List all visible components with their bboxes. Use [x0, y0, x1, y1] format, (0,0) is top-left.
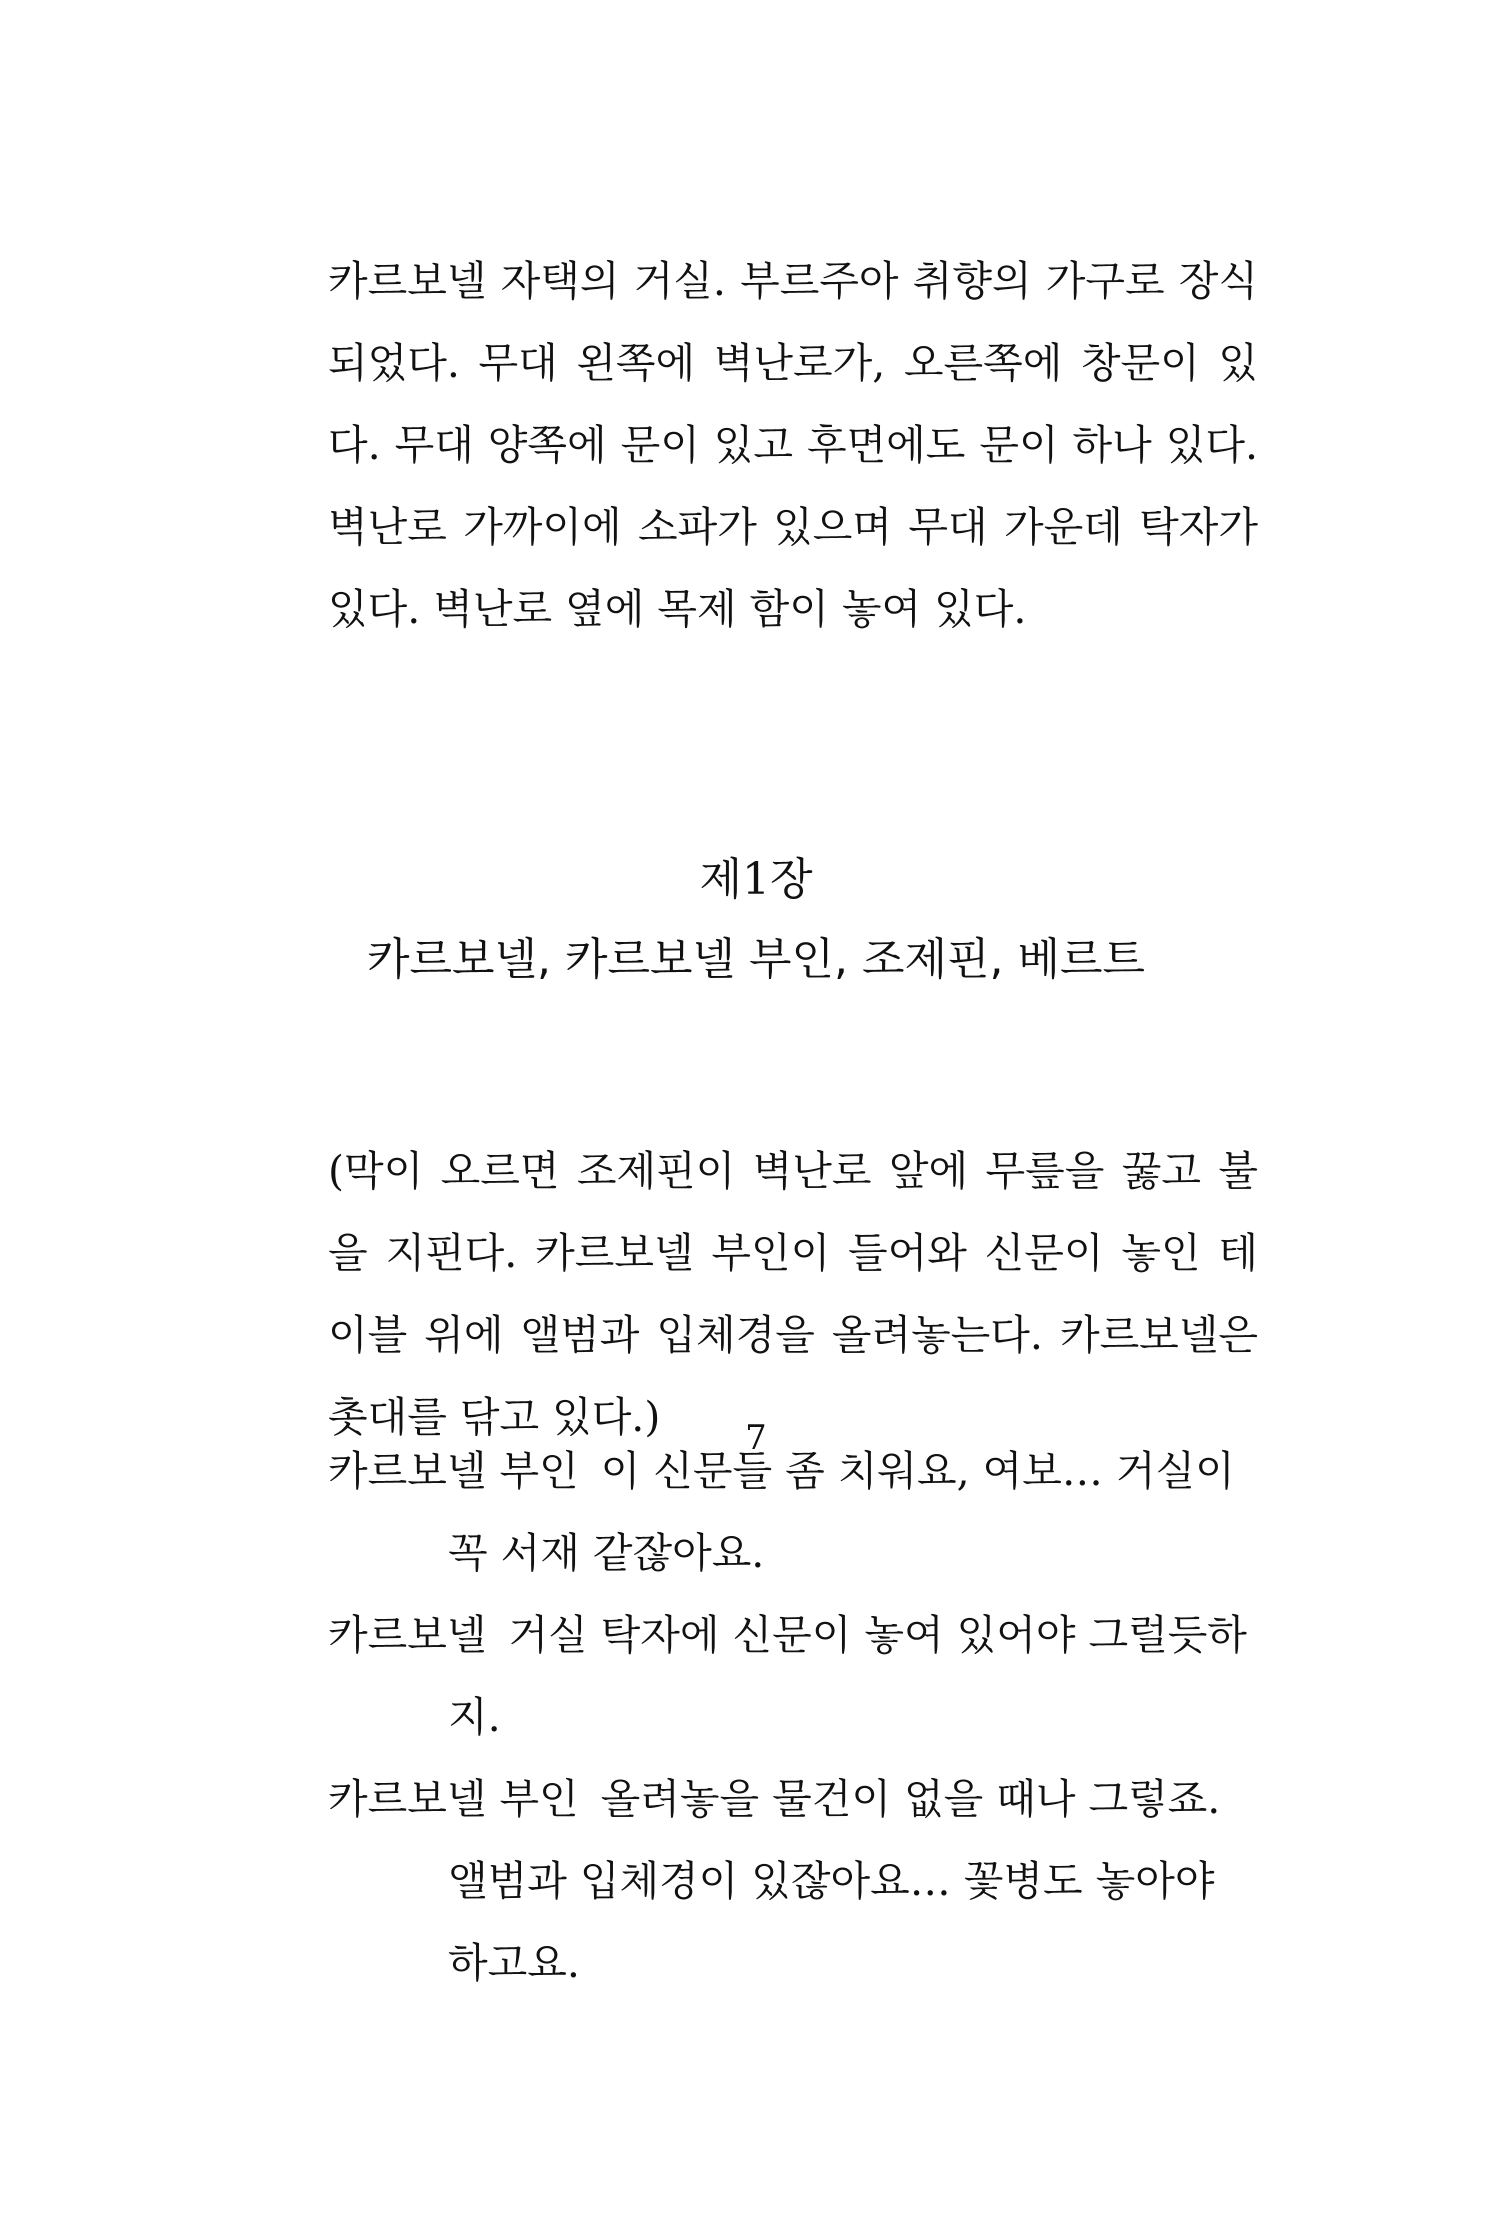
- stage-direction-text: (막이 오르면 조제핀이 벽난로 앞에 무릎을 꿇고 불을 지핀다. 카르보넬 부인이 들어와 신문이 놓인 테이블 위에 앨범과 입체경을 올려놓는다. 카르보넬은 촛대를 닦고 있다.): [328, 1147, 1258, 1441]
- speaker-name: 카르보넬 부인: [328, 1447, 579, 1495]
- dialogue-text: 올려놓을 물건이 없을 때나 그렇죠. 앨범과 입체경이 있잖아요… 꽃병도 놓아야 하고요.: [448, 1775, 1221, 1987]
- scene-characters: 카르보넬, 카르보넬 부인, 조제핀, 베르트: [367, 934, 1145, 985]
- setting-text: 카르보넬 자택의 거실. 부르주아 취향의 가구로 장식되었다. 무대 왼쪽에 벽난로가, 오른쪽에 창문이 있다. 무대 양쪽에 문이 있고 후면에도 문이 하나 있다. 벽난로 가까이에 소파가 있으며 무대 가운데 탁자가 있다. 벽난로 옆에 목제 함이 놓여 있다.: [328, 257, 1258, 633]
- scene-number: 제1장: [699, 854, 813, 905]
- dialogue-text: 이 신문들 좀 치워요, 여보… 거실이 꼭 서재 같잖아요.: [448, 1447, 1235, 1577]
- dialogue-line: [328, 1758, 1258, 2004]
- dialogue-text: 거실 탁자에 신문이 놓여 있어야 그럴듯하지.: [448, 1611, 1247, 1741]
- dialogue: [328, 1430, 1258, 2004]
- stage-direction: [328, 1130, 1258, 1458]
- setting-description: [328, 240, 1258, 650]
- scene-heading: [0, 840, 1512, 1000]
- speaker-name: 카르보넬: [328, 1611, 487, 1659]
- dialogue-line: [328, 1594, 1258, 1758]
- page-number: 7: [745, 1418, 767, 1458]
- speaker-name: 카르보넬 부인: [328, 1775, 579, 1823]
